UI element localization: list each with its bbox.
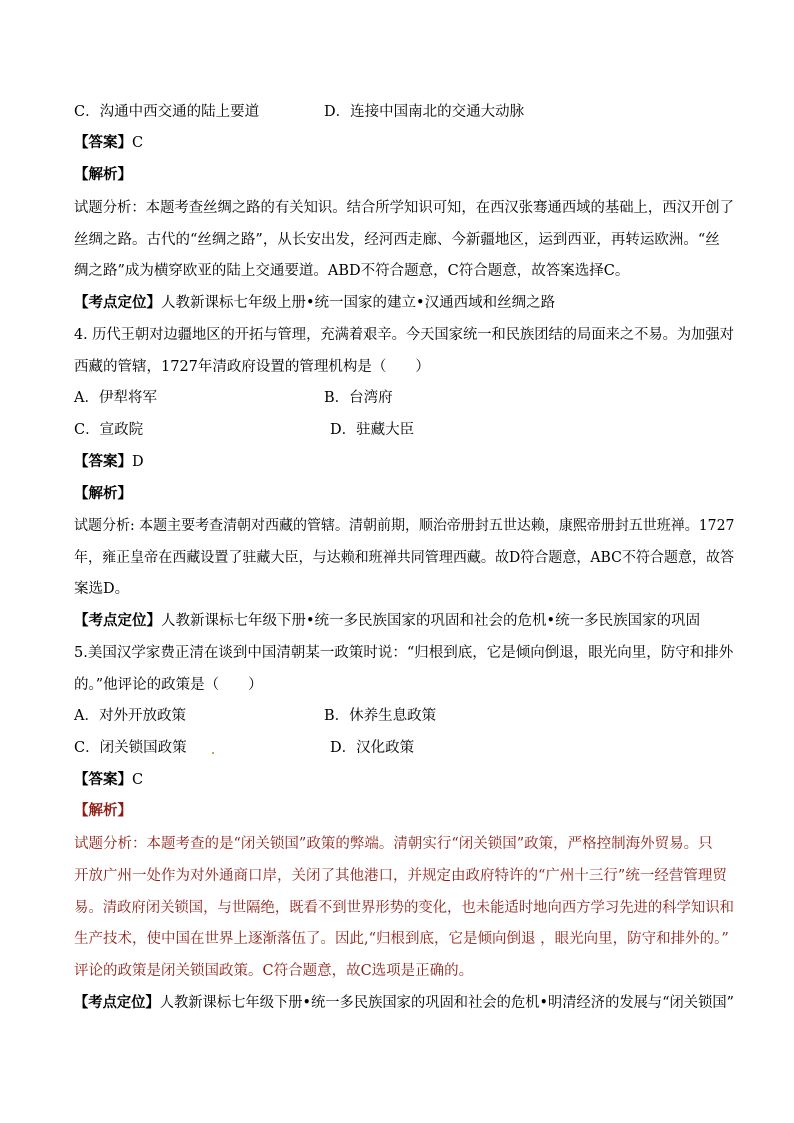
q4-answer-line (74, 452, 734, 472)
q5-option-a: A．对外开放政策 (74, 708, 186, 724)
q4-analysis-label: 【解析】 (74, 485, 132, 502)
q5-answer-line (74, 770, 734, 790)
q5-analysis-label: 【解析】 (74, 802, 132, 819)
q4-analysis-line-2: 年，雍正皇帝在西藏设置了驻藏大臣，与达赖和班禅共同管理西藏。故D符合题意，ABC不符合题意，故答 (74, 550, 735, 566)
q5-option-d: D．汉化政策 (330, 740, 415, 756)
q4-option-a: A．伊犁将军 (74, 390, 157, 406)
q5-analysis-line-2: 开放广州一处作为对外通商口岸，关闭了其他港口，并规定由政府特许的“广州十三行”统一经营管理贸 (74, 868, 727, 884)
q4-stem-line-2: 西藏的管辖，1727年清政府设置的管理机构是（ ） (74, 359, 430, 375)
q4-analysis-line-3: 案选D。 (74, 581, 130, 597)
q5-kaodian-line (74, 993, 734, 1013)
answer-label: 【答案】 (74, 453, 132, 470)
q3-option-d: D．连接中国南北的交通大动脉 (324, 104, 525, 120)
q5-kaodian: 人教新课标七年级下册•统一多民族国家的巩固和社会的危机•明清经济的发展与“闭关锁国” (159, 995, 734, 1011)
q3-analysis-line-3: 绸之路”成为横穿欧亚的陆上交通要道。ABD不符合题意，C符合题意，故答案选择C。 (74, 263, 630, 279)
q3-analysis-label: 【解析】 (74, 166, 132, 183)
q5-option-b: B．休养生息政策 (324, 708, 437, 724)
kaodian-label: 【考点定位】 (74, 294, 161, 311)
answer-label: 【答案】 (74, 771, 132, 788)
q3-analysis-line-2: 丝绸之路。古代的“丝绸之路”，从长安出发，经河西走廊、今新疆地区，运到西亚，再转运欧洲。“丝 (74, 232, 720, 248)
q5-answer: C (132, 772, 144, 788)
q4-kaodian: 人教新课标七年级下册•统一多民族国家的巩固和社会的危机•统一多民族国家的巩固 (161, 613, 701, 629)
answer-label: 【答案】 (74, 134, 132, 151)
q5-stem-line-2: 的。”他评论的政策是（ ） (74, 677, 263, 693)
q3-kaodian-line (74, 293, 734, 313)
q5-stem-line-1: 5.美国汉学家费正清在谈到中国清朝某一政策时说：“归根到底，它是倾向倒退，眼光向里，防守和排外 (74, 645, 734, 661)
q4-option-d: D．驻藏大臣 (330, 422, 415, 438)
q3-option-c: C．沟通中西交通的陆上要道 (74, 104, 260, 120)
q3-analysis-line-1: 试题分析：本题考查丝绸之路的有关知识。结合所学知识可知，在西汉张骞通西域的基础上，西汉开创了 (74, 200, 734, 216)
q3-kaodian: 人教新课标七年级上册•统一国家的建立•汉通西域和丝绸之路 (161, 295, 556, 311)
q5-option-c: C．闭关锁国政策 (74, 740, 187, 756)
stray-dot (212, 752, 214, 754)
q5-analysis-line-5: 评论的政策是闭关锁国政策。C符合题意，故C选项是正确的。 (74, 963, 474, 979)
q4-kaodian-line (74, 611, 734, 631)
q4-answer: D (132, 454, 144, 470)
kaodian-label: 【考点定位】 (74, 612, 161, 629)
q5-analysis-line-3: 易。清政府闭关锁国，与世隔绝，既看不到世界形势的变化，也未能适时地向西方学习先进的科学知识和 (74, 900, 734, 916)
kaodian-label: 【考点定位】 (74, 994, 160, 1011)
q5-analysis-line-1: 试题分析：本题考查的是“闭关锁国”政策的弊端。清朝实行“闭关锁国”政策，严格控制海外贸易。只 (74, 836, 713, 852)
q4-option-b: B．台湾府 (324, 390, 393, 406)
q4-option-c: C．宣政院 (74, 422, 144, 438)
q5-analysis-line-4: 生产技术，使中国在世界上逐渐落伍了。因此,“归根到底，它是倾向倒退 ，眼光向里，防守和排外的。” (74, 931, 729, 947)
q3-answer-line (74, 133, 734, 153)
q4-stem-line-1: 4. 历代王朝对边疆地区的开拓与管理，充满着艰辛。今天国家统一和民族团结的局面来之不易。为加强对 (74, 327, 734, 343)
q4-analysis-line-1: 试题分析: 本题主要考查清朝对西藏的管辖。清朝前期，顺治帝册封五世达赖，康熙帝册封五世班禅。1727 (74, 518, 735, 534)
q3-answer: C (132, 135, 144, 151)
